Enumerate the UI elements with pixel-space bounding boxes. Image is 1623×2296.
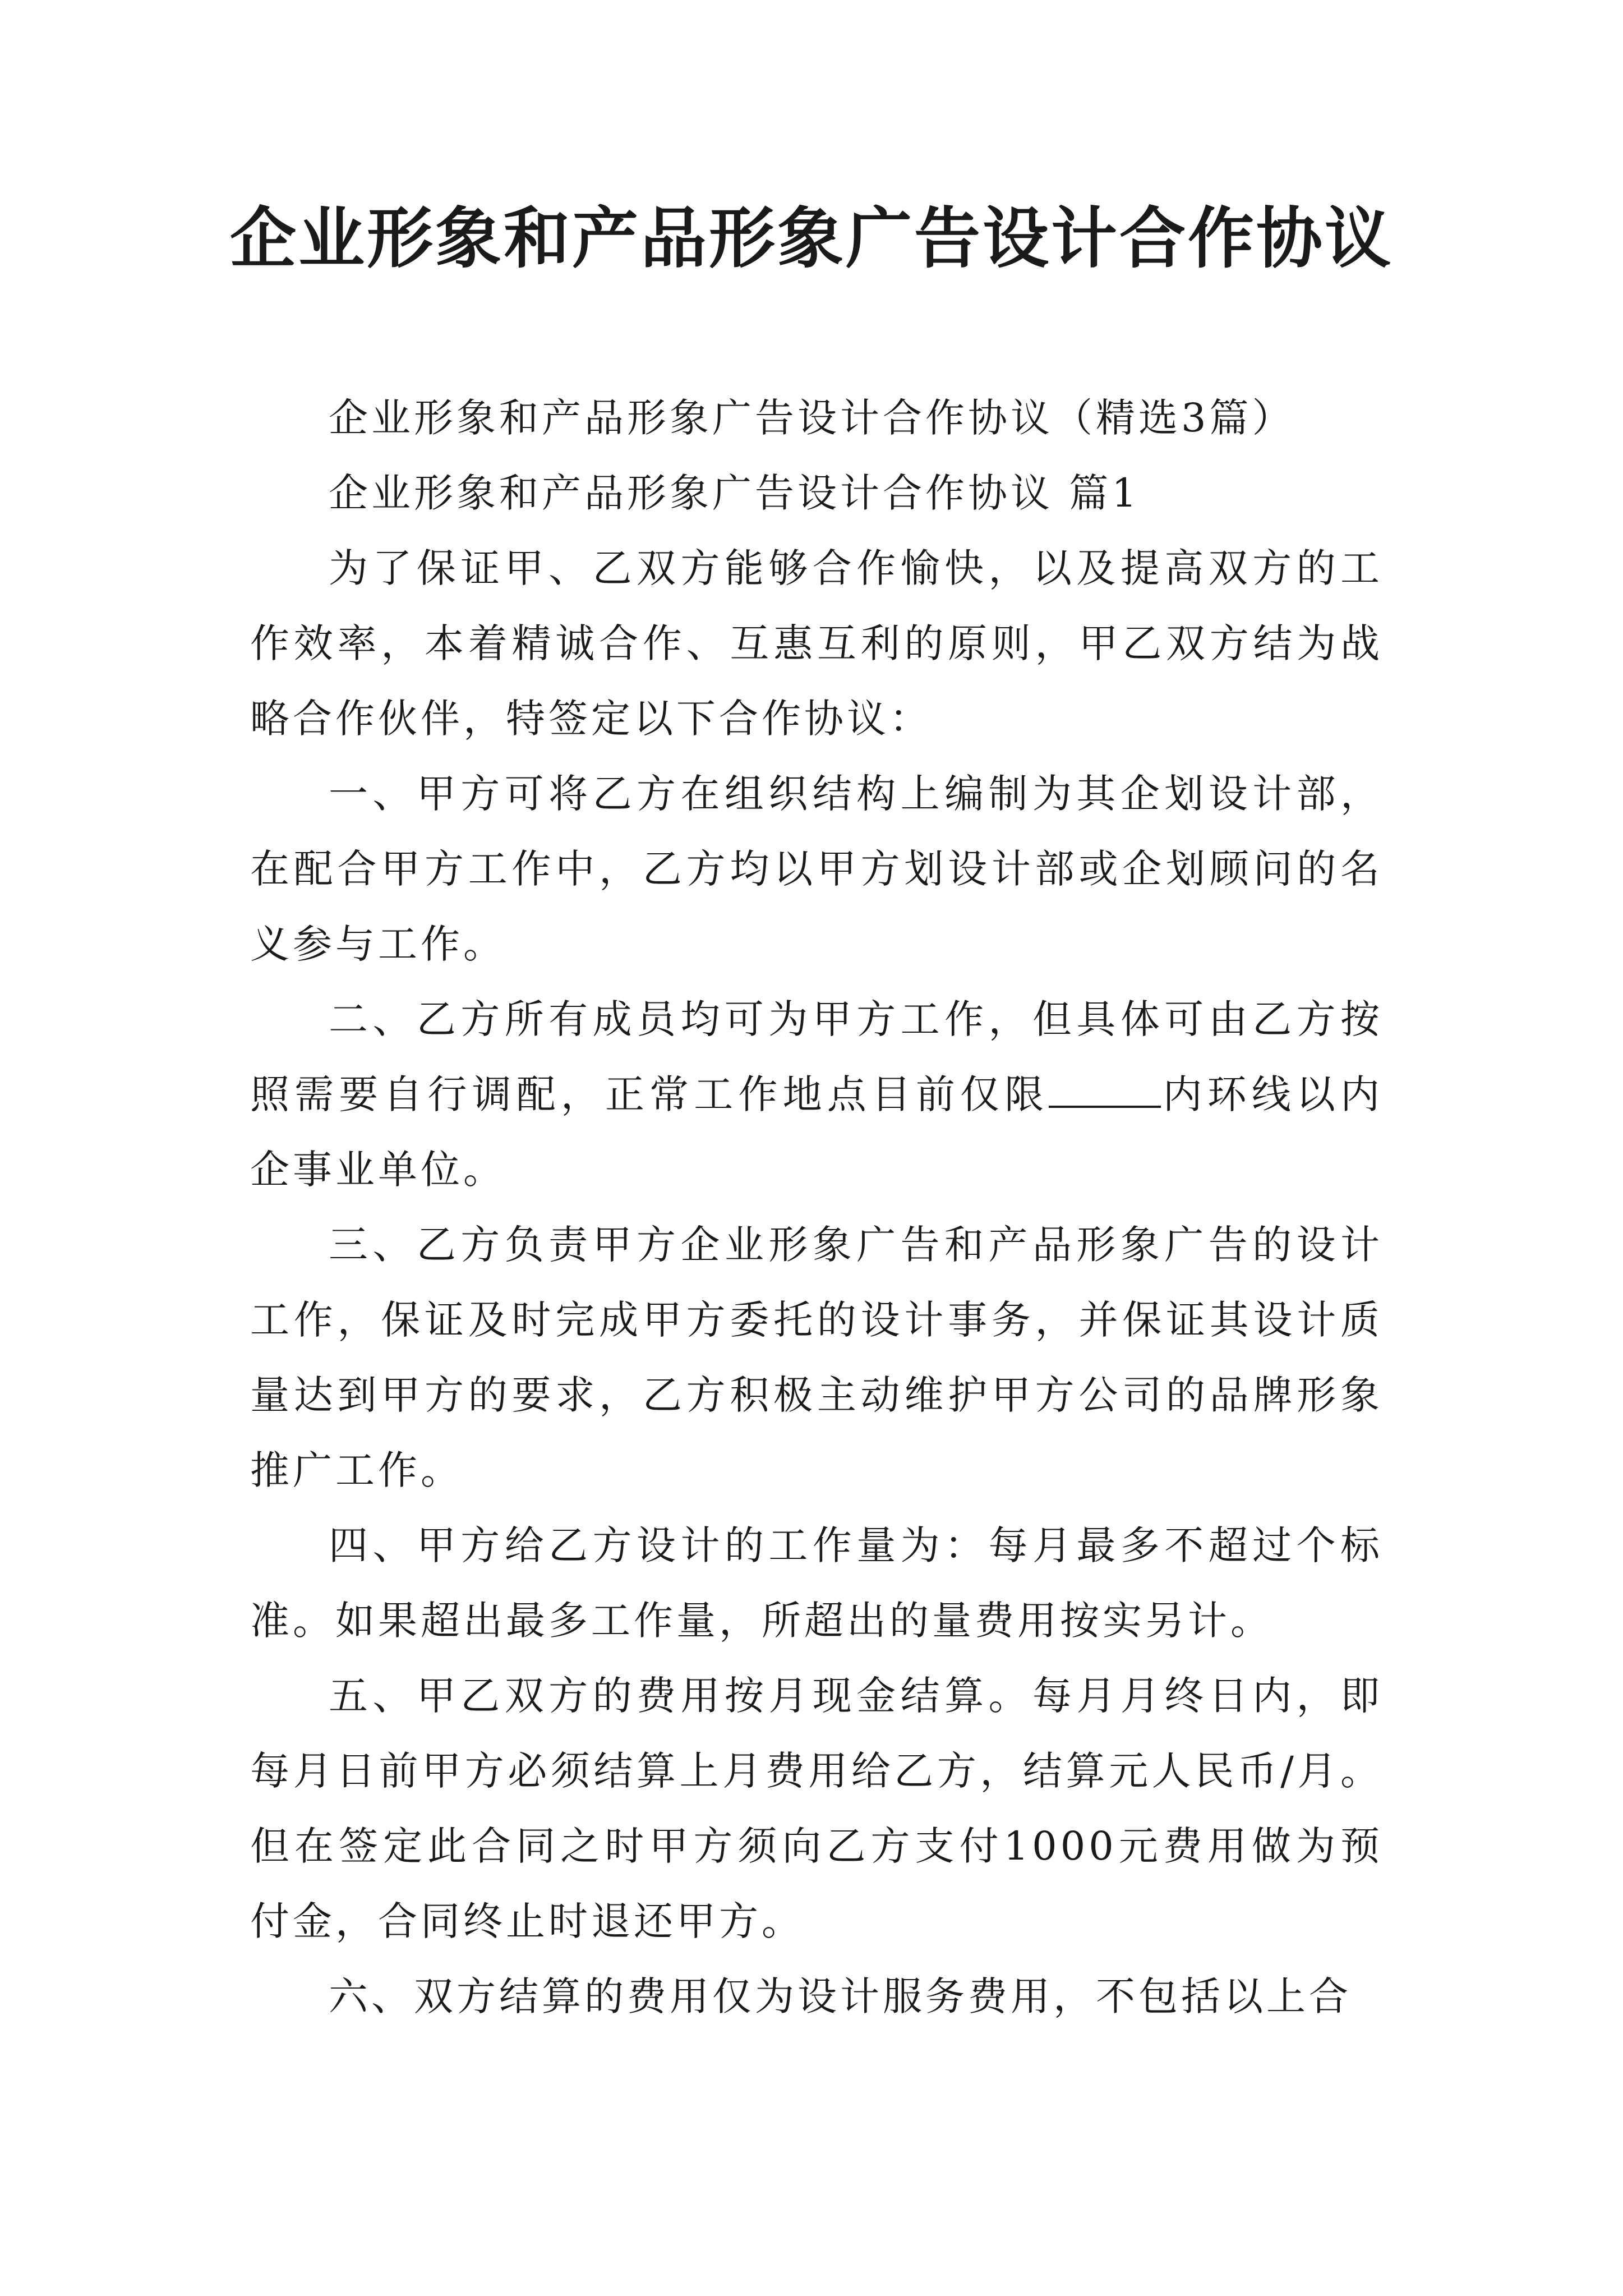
clause-2-text-after: 内环线以内企事业单位。 — [250, 1071, 1384, 1193]
intro-paragraph: 为了保证甲、乙双方能够合作愉快，以及提高双方的工作效率，本着精诚合作、互惠互利的原则，甲乙双方结为战略合作伙伴，特签定以下合作协议： — [250, 545, 1383, 742]
document-title: 企业形象和产品形象广告设计合作协议 — [229, 199, 1393, 277]
clause-2 — [250, 982, 1383, 1207]
clause-3: 三、乙方负责甲方企业形象广告和产品形象广告的设计工作，保证及时完成甲方委托的设计事务，并保证其设计质量达到甲方的要求，乙方积极主动维护甲方公司的品牌形象推广工作。 — [250, 1222, 1383, 1493]
clause-4: 四、甲方给乙方设计的工作量为：每月最多不超过个标准。如果超出最多工作量，所超出的量费用按实另计。 — [250, 1522, 1383, 1644]
fill-in-blank — [1049, 1073, 1161, 1108]
clause-1: 一、甲方可将乙方在组织结构上编制为其企划设计部，在配合甲方工作中，乙方均以甲方划设计部或企划顾问的名义参与工作。 — [250, 771, 1383, 967]
clause-5: 五、甲乙双方的费用按月现金结算。每月月终日内，即每月日前甲方必须结算上月费用给乙方，结算元人民币/月。但在签定此合同之时甲方须向乙方支付1000元费用做为预付金，合同终止时退还甲方。 — [250, 1673, 1383, 1944]
section-heading: 企业形象和产品形象广告设计合作协议 篇1 — [329, 470, 1140, 516]
clause-6: 六、双方结算的费用仅为设计服务费用，不包括以上合 — [329, 1973, 1352, 2019]
document-subtitle: 企业形象和产品形象广告设计合作协议（精选3篇） — [329, 395, 1295, 441]
document-body — [250, 380, 1383, 2034]
clause-2-text-before: 二、乙方所有成员均可为甲方工作，但具体可由乙方按照需要自行调配，正常工作地点目前仅限 — [250, 996, 1383, 1117]
